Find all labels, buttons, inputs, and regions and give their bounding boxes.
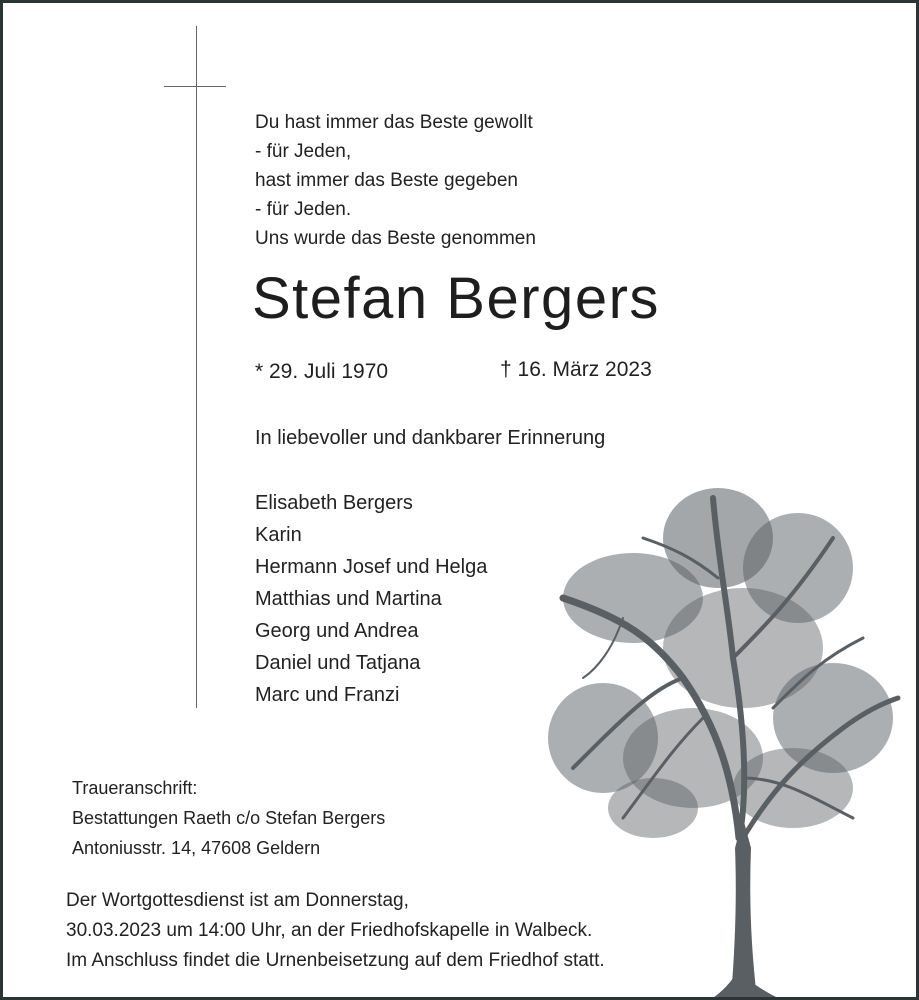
address-label: Traueranschrift: <box>72 778 198 798</box>
deceased-name: Stefan Bergers <box>252 266 660 331</box>
cross-horizontal-line <box>164 86 226 87</box>
poem-line: - für Jeden, <box>255 141 352 162</box>
family-member: Matthias und Martina <box>255 588 442 610</box>
family-list <box>255 487 487 711</box>
service-line: 30.03.2023 um 14:00 Uhr, an der Friedhofskapelle in Walbeck. <box>66 920 593 941</box>
family-member: Marc und Franzi <box>255 684 400 706</box>
family-member: Daniel und Tatjana <box>255 652 421 674</box>
address-line: Antoniusstr. 14, 47608 Geldern <box>72 838 321 858</box>
poem-line: hast immer das Beste gegeben <box>255 170 518 191</box>
address-line: Bestattungen Raeth c/o Stefan Bergers <box>72 808 386 828</box>
family-member: Georg und Andrea <box>255 620 419 642</box>
family-member: Elisabeth Bergers <box>255 492 413 514</box>
family-member: Hermann Josef und Helga <box>255 556 488 578</box>
family-member: Karin <box>255 524 302 546</box>
service-info <box>66 886 605 976</box>
poem-line: Du hast immer das Beste gewollt <box>255 112 533 133</box>
cross-vertical-line <box>196 26 197 708</box>
poem-line: - für Jeden. <box>255 199 352 220</box>
tree-icon <box>543 478 903 997</box>
memorial-line: In liebevoller und dankbarer Erinnerung <box>255 427 606 449</box>
death-date: † 16. März 2023 <box>500 358 652 381</box>
poem <box>255 108 536 253</box>
service-line: Der Wortgottesdienst ist am Donnerstag, <box>66 890 409 911</box>
service-line: Im Anschluss findet die Urnenbeisetzung auf dem Friedhof statt. <box>66 950 605 971</box>
birth-date: * 29. Juli 1970 <box>255 360 389 383</box>
mourning-address <box>72 773 385 863</box>
poem-line: Uns wurde das Beste genommen <box>255 228 536 249</box>
obituary-notice <box>3 3 916 997</box>
